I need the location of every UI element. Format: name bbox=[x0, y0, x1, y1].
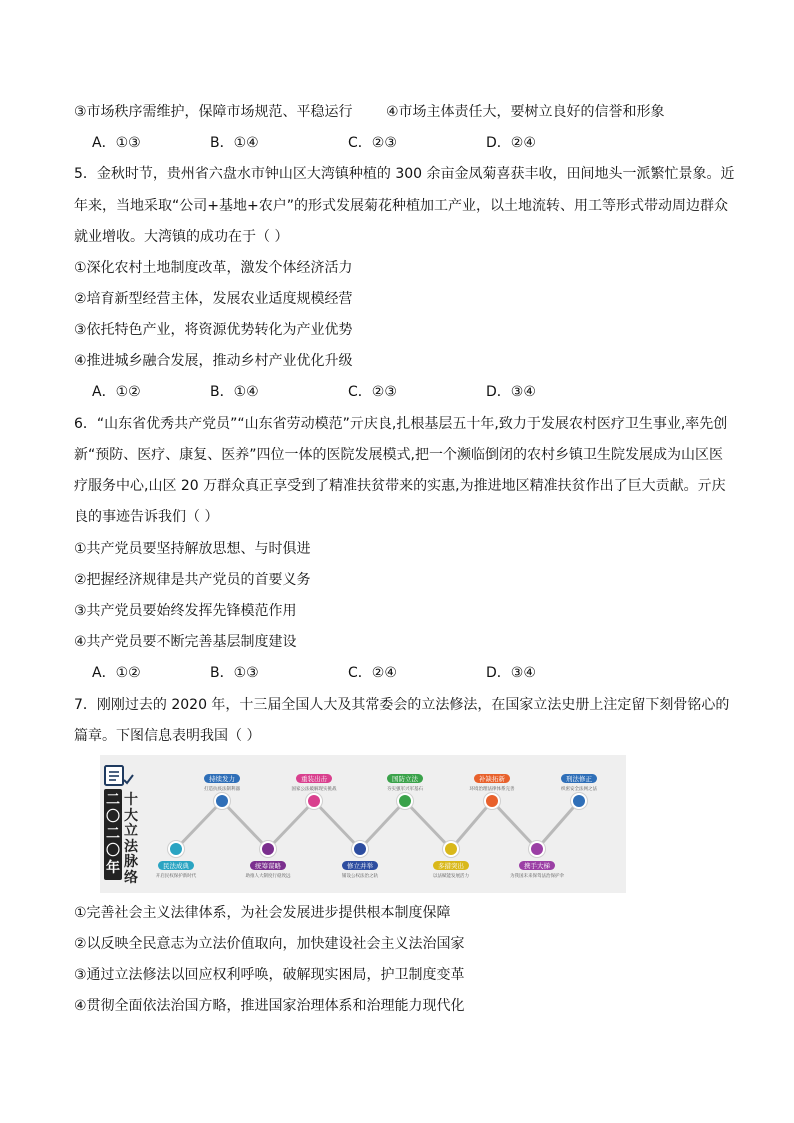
timeline-graphic bbox=[100, 755, 626, 893]
node-tag-label: 统筹谋略 bbox=[255, 862, 281, 870]
node-caption: 环境治理法律体系完善 bbox=[469, 787, 515, 792]
node-dot bbox=[308, 795, 320, 807]
node-caption: 助推人大制度行稳致远 bbox=[245, 874, 291, 879]
q5-stem-line-2: 年来，当地采取“公司+基地+农户”的形式发展菊花种植加工产业，以土地流转、用工等形式带动周边群众 bbox=[74, 198, 728, 214]
node-tag-label: 刑法修正 bbox=[566, 775, 592, 783]
node-caption: 铺设公权法治之轨 bbox=[342, 874, 378, 879]
q6-stem-line-3: 疗服务中心,山区 20 万群众真正享受到了精准扶贫带来的实惠,为推进地区精准扶贫作出了巨大贡献。亓庆 bbox=[74, 478, 726, 494]
timeline-node-top-1 bbox=[204, 774, 240, 810]
q6-item-1: ①共产党员要坚持解放思想、与时俱进 bbox=[74, 541, 311, 557]
node-dot bbox=[170, 843, 182, 855]
q6-stem-line-2: 新“预防、医疗、康复、医养”四位一体的医院发展模式,把一个濒临倒闭的农村乡镇卫生院发展成为山区医 bbox=[74, 447, 723, 463]
option-b: B．①④ bbox=[210, 384, 259, 400]
option-d: D．③④ bbox=[486, 665, 536, 681]
node-caption: 国家公法破解现实挑战 bbox=[291, 787, 337, 792]
timeline-node-bottom-5 bbox=[510, 841, 564, 880]
node-dot bbox=[262, 843, 274, 855]
timeline-node-top-4 bbox=[470, 774, 515, 810]
node-tag-label: 多措突出 bbox=[438, 862, 464, 870]
timeline-node-bottom-4 bbox=[433, 841, 469, 880]
option-c: C．②③ bbox=[348, 135, 397, 151]
node-caption: 打造抗疫法制利器 bbox=[204, 787, 240, 792]
option-b: B．①③ bbox=[210, 665, 259, 681]
option-item-3: ③市场秩序需维护，保障市场规范、平稳运行 bbox=[74, 104, 353, 120]
document-check-icon bbox=[105, 766, 133, 785]
node-tag-label: 国防立法 bbox=[392, 775, 418, 783]
option-c: C．②④ bbox=[348, 665, 397, 681]
q7-item-2: ②以反映全民意志为立法价值取向，加快建设社会主义法治国家 bbox=[74, 936, 465, 952]
node-tag-label: 民法成典 bbox=[163, 862, 189, 870]
node-tag-label: 修立并举 bbox=[347, 862, 373, 870]
node-dot bbox=[445, 843, 457, 855]
node-caption: 为我国未来保驾法治保护伞 bbox=[510, 874, 564, 879]
timeline-node-top-2 bbox=[292, 774, 337, 810]
option-c: C．②③ bbox=[348, 384, 397, 400]
q5-item-1: ①深化农村土地制度改革，激发个体经济活力 bbox=[74, 260, 353, 276]
option-d: D．②④ bbox=[486, 135, 536, 151]
q7-item-4: ④贯彻全面依法治国方略，推进国家治理体系和治理能力现代化 bbox=[74, 998, 465, 1014]
q6-item-4: ④共产党员要不断完善基层制度建设 bbox=[74, 634, 297, 650]
q4-items-row bbox=[74, 102, 665, 122]
timeline-node-bottom-2 bbox=[246, 841, 291, 880]
q5-item-3: ③依托特色产业，将资源优势转化为产业优势 bbox=[74, 322, 353, 338]
node-dot bbox=[573, 795, 585, 807]
legislation-timeline-figure bbox=[100, 755, 626, 893]
figure-year-label: 二〇二〇年 bbox=[104, 789, 122, 880]
node-caption: 织密安全法网之法 bbox=[561, 787, 597, 792]
timeline-node-bottom-3 bbox=[342, 841, 378, 880]
q6-stem-line-4: 良的事迹告诉我们（ ） bbox=[74, 509, 219, 525]
figure-heading: 十大立法脉络 bbox=[124, 792, 138, 886]
q7-stem-line-2: 篇章。下图信息表明我国（ ） bbox=[74, 728, 261, 744]
node-dot bbox=[531, 843, 543, 855]
node-caption: 以法赋能发展活力 bbox=[433, 874, 469, 879]
q7-stem-line-1: 7．刚刚过去的 2020 年，十三届全国人大及其常委会的立法修法，在国家立法史册上注定留下刻骨铭心的 bbox=[74, 697, 730, 713]
option-d: D．③④ bbox=[486, 384, 536, 400]
option-a: A．①③ bbox=[92, 135, 141, 151]
option-item-4: ④市场主体责任大，要树立良好的信誉和形象 bbox=[386, 104, 665, 120]
node-tag-label: 携手大梯 bbox=[524, 862, 550, 870]
q5-item-2: ②培育新型经营主体，发展农业适度规模经营 bbox=[74, 291, 353, 307]
q6-item-2: ②把握经济规律是共产党员的首要义务 bbox=[74, 572, 311, 588]
q5-stem-line-1: 5．金秋时节，贵州省六盘水市钟山区大湾镇种植的 300 余亩金凤菊喜获丰收，田间地头一派繁忙景象。近 bbox=[74, 166, 735, 182]
q6-item-3: ③共产党员要始终发挥先锋模范作用 bbox=[74, 603, 297, 619]
node-caption: 夯实强军兴军基石 bbox=[387, 787, 423, 792]
q7-item-1: ①完善社会主义法律体系，为社会发展进步提供根本制度保障 bbox=[74, 905, 451, 921]
timeline-node-bottom-1 bbox=[156, 841, 197, 880]
node-tag-label: 重装出击 bbox=[301, 775, 327, 783]
node-caption: 开启民权保护新时代 bbox=[155, 874, 197, 879]
timeline-node-top-3 bbox=[387, 774, 423, 810]
node-dot bbox=[354, 843, 366, 855]
option-b: B．①④ bbox=[210, 135, 259, 151]
q7-item-3: ③通过立法修法以回应权利呼唤，破解现实困局，护卫制度变革 bbox=[74, 967, 465, 983]
node-dot bbox=[216, 795, 228, 807]
q5-item-4: ④推进城乡融合发展，推动乡村产业优化升级 bbox=[74, 353, 353, 369]
timeline-path bbox=[176, 801, 579, 849]
timeline-node-top-5 bbox=[561, 774, 597, 810]
node-tag-label: 补缺拓新 bbox=[479, 775, 505, 783]
node-dot bbox=[486, 795, 498, 807]
node-dot bbox=[399, 795, 411, 807]
q5-stem-line-3: 就业增收。大湾镇的成功在于（ ） bbox=[74, 229, 289, 245]
option-a: A．①② bbox=[92, 665, 141, 681]
node-tag-label: 持续发力 bbox=[209, 775, 235, 783]
q6-stem-line-1: 6．“山东省优秀共产党员”“山东省劳动模范”亓庆良,扎根基层五十年,致力于发展农村医疗卫生事业,率先创 bbox=[74, 416, 728, 432]
option-a: A．①② bbox=[92, 384, 141, 400]
